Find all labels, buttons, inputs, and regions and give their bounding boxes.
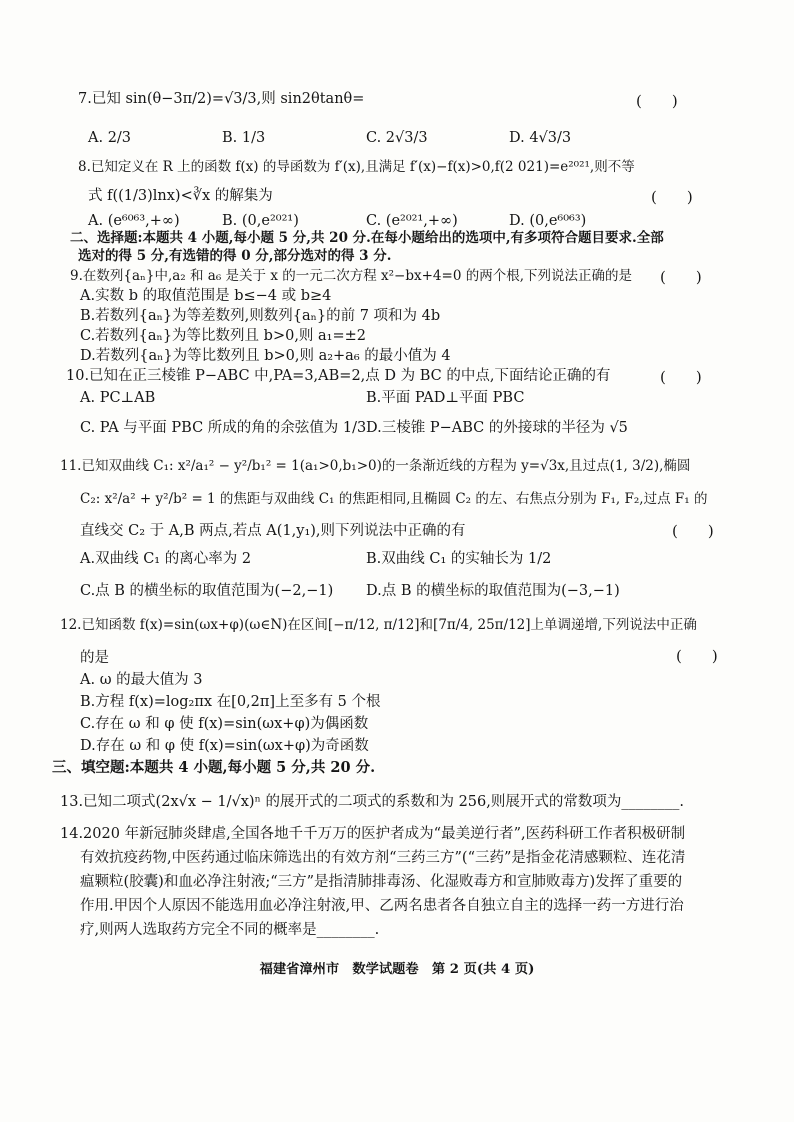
- q12-option-b: B.方程 f(x)=log₂πx 在[0,2π]上至多有 5 个根: [80, 694, 381, 710]
- q14-line-4: 作用.甲因个人原因不能选用血必净注射液,甲、乙两名患者各自独立自主的选择一药一方进行治: [80, 898, 684, 914]
- q11-stem-2: C₂: x²/a² + y²/b² = 1 的焦距与双曲线 C₁ 的焦距相同,且椭圆 C₂ 的左、右焦点分别为 F₁, F₂,过点 F₁ 的: [80, 491, 708, 507]
- q12-option-c: C.存在 ω 和 φ 使 f(x)=sin(ωx+φ)为偶函数: [80, 716, 369, 732]
- q10-option-a: A. PC⊥AB: [80, 390, 156, 406]
- q12-option-a: A. ω 的最大值为 3: [80, 672, 203, 688]
- q10-option-d: D.三棱锥 P−ABC 的外接球的半径为 √5: [366, 420, 628, 436]
- q11-stem: 11.已知双曲线 C₁: x²/a₁² − y²/b₁² = 1(a₁>0,b₁>0)的一条渐近线的方程为 y=√3x,且过点(1, 3/2),椭圆: [60, 458, 691, 474]
- q8-stem-2: 式 f((1/3)lnx)<∛x 的解集为: [88, 188, 273, 204]
- q7-option-a: A. 2/3: [88, 130, 132, 146]
- q7-option-d: D. 4√3/3: [509, 130, 572, 146]
- q11-option-a: A.双曲线 C₁ 的离心率为 2: [80, 551, 252, 567]
- q14-line-2: 有效抗疫药物,中医药通过临床筛选出的有效方剂“三药三方”(“三药”是指金花清感颗粒、连花清: [80, 850, 686, 866]
- q14-line-5: 疗,则两人选取药方完全不同的概率是________.: [80, 922, 380, 938]
- q8-option-d: D. (0,e⁶⁰⁶³): [509, 213, 587, 229]
- section-3-heading: 三、填空题:本题共 4 小题,每小题 5 分,共 20 分.: [52, 759, 376, 776]
- section-2-heading-2: 选对的得 5 分,有选错的得 0 分,部分选对的得 3 分.: [78, 248, 392, 264]
- q7-answer-paren: ( ): [636, 92, 678, 110]
- q14-line-1: 14.2020 年新冠肺炎肆虐,全国各地千千万万的医护者成为“最美逆行者”,医药科研工作者积极研制: [60, 826, 686, 842]
- q9-option-b: B.若数列{aₙ}为等差数列,则数列{aₙ}的前 7 项和为 4b: [80, 308, 441, 324]
- q11-option-d: D.点 B 的横坐标的取值范围为(−3,−1): [366, 583, 620, 599]
- q8-stem: 8.已知定义在 R 上的函数 f(x) 的导函数为 f′(x),且满足 f′(x)−f(x)>0,f(2 021)=e²⁰²¹,则不等: [78, 159, 635, 175]
- q9-stem: 9.在数列{aₙ}中,a₂ 和 a₆ 是关于 x 的一元二次方程 x²−bx+4=0 的两个根,下列说法正确的是: [70, 268, 632, 284]
- q12-answer-paren: ( ): [676, 647, 718, 665]
- q7-option-b: B. 1/3: [222, 130, 266, 146]
- q11-stem-3: 直线交 C₂ 于 A,B 两点,若点 A(1,y₁),则下列说法中正确的有: [80, 523, 466, 539]
- q12-stem-2: 的是: [80, 650, 109, 666]
- q9-option-d: D.若数列{aₙ}为等比数列且 b>0,则 a₂+a₆ 的最小值为 4: [80, 348, 451, 364]
- q10-answer-paren: ( ): [660, 368, 702, 386]
- q10-option-b: B.平面 PAD⊥平面 PBC: [366, 390, 525, 406]
- q10-option-c: C. PA 与平面 PBC 所成的角的余弦值为 1/3: [80, 420, 367, 436]
- q9-answer-paren: ( ): [660, 268, 702, 286]
- q7-stem: 7.已知 sin(θ−3π/2)=√3/3,则 sin2θtanθ=: [78, 91, 365, 107]
- q10-stem: 10.已知在正三棱锥 P−ABC 中,PA=3,AB=2,点 D 为 BC 的中点,下面结论正确的有: [66, 368, 611, 384]
- section-2-heading: 二、选择题:本题共 4 小题,每小题 5 分,共 20 分.在每小题给出的选项中,有多项符合题目要求.全部: [70, 230, 664, 246]
- q8-answer-paren: ( ): [651, 188, 693, 206]
- q7-option-c: C. 2√3/3: [366, 130, 428, 146]
- page-footer: 福建省漳州市 数学试题卷 第 2 页(共 4 页): [259, 962, 535, 977]
- q14-line-3: 瘟颗粒(胶囊)和血必净注射液;“三方”是指清肺排毒汤、化湿败毒方和宣肺败毒方)发挥了重要的: [80, 874, 683, 890]
- q8-option-a: A. (e⁶⁰⁶³,+∞): [88, 213, 180, 229]
- q8-option-c: C. (e²⁰²¹,+∞): [366, 213, 458, 229]
- q12-stem: 12.已知函数 f(x)=sin(ωx+φ)(ω∈N)在区间[−π/12, π/12]和[7π/4, 25π/12]上单调递增,下列说法中正确: [60, 617, 697, 633]
- q12-option-d: D.存在 ω 和 φ 使 f(x)=sin(ωx+φ)为奇函数: [80, 738, 369, 754]
- q13-text: 13.已知二项式(2x√x − 1/√x)ⁿ 的展开式的二项式的系数和为 256,则展开式的常数项为________.: [60, 794, 684, 810]
- q11-option-c: C.点 B 的横坐标的取值范围为(−2,−1): [80, 583, 334, 599]
- q11-answer-paren: ( ): [672, 522, 714, 540]
- q9-option-c: C.若数列{aₙ}为等比数列且 b>0,则 a₁=±2: [80, 328, 367, 344]
- q11-option-b: B.双曲线 C₁ 的实轴长为 1/2: [366, 551, 552, 567]
- q9-option-a: A.实数 b 的取值范围是 b≤−4 或 b≥4: [80, 288, 332, 304]
- q8-option-b: B. (0,e²⁰²¹): [222, 213, 299, 229]
